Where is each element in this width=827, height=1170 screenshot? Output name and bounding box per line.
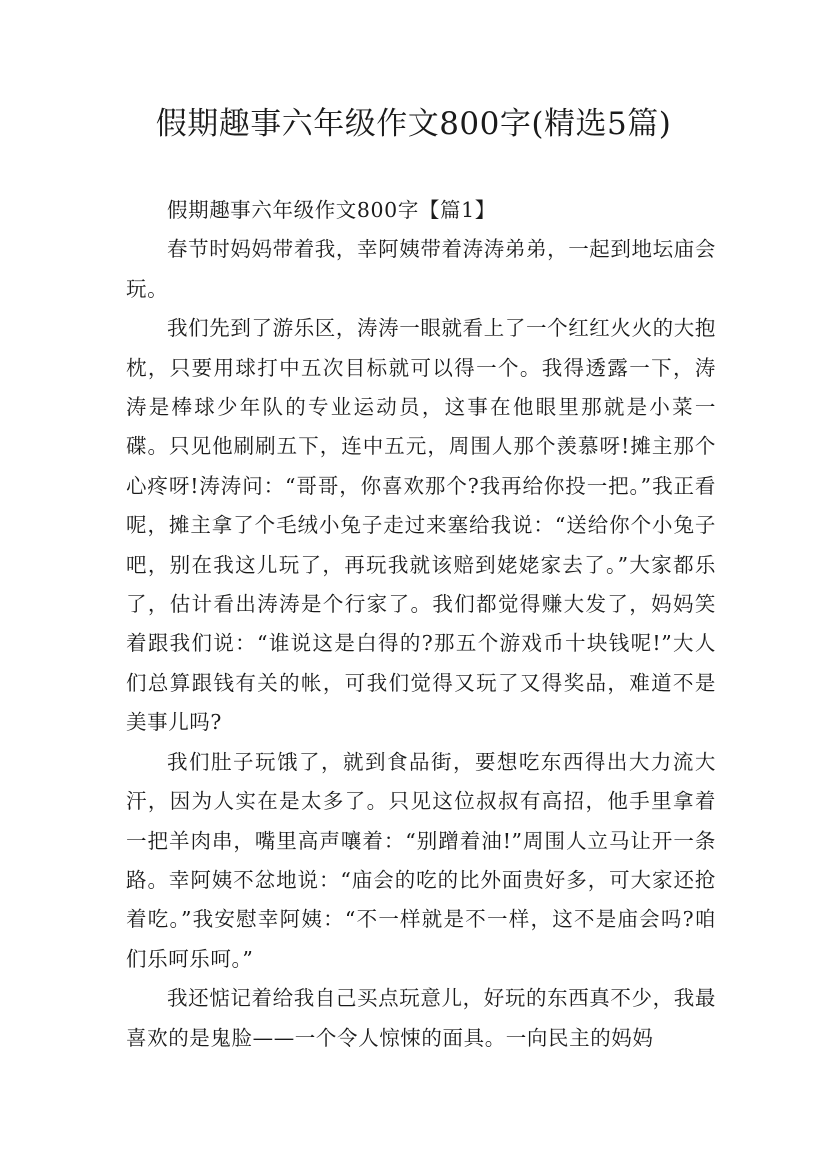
paragraph-1: 春节时妈妈带着我，幸阿姨带着涛涛弟弟，一起到地坛庙会玩。 bbox=[126, 237, 716, 301]
paragraph-2: 我们先到了游乐区，涛涛一眼就看上了一个红红火火的大抱枕，只要用球打中五次目标就可以得一个。我得透露一下，涛涛是棒球少年队的专业运动员，这事在他眼里那就是小菜一碟。只见他刷刷五下，连中五元，周围人那个羡慕呀!摊主那个心疼呀!涛涛问：“哥哥，你喜欢那个?我再给你投一把。”我正看呢，摊主拿了个毛绒小兔子走过来塞给我说：“送给你个小兔子吧，别在我这儿玩了，再玩我就该赔到姥姥家去了。”大家都乐了，估计看出涛涛是个行家了。我们都觉得赚大发了，妈妈笑着跟我们说：“谁说这是白得的?那五个游戏币十块钱呢!”大人们总算跟钱有关的帐，可我们觉得又玩了又得奖品，难道不是美事儿吗? bbox=[126, 316, 716, 735]
section-heading: 假期趣事六年级作文800字【篇1】 bbox=[167, 198, 496, 222]
document-body bbox=[126, 191, 716, 1058]
paragraph-4: 我还惦记着给我自己买点玩意儿，好玩的东西真不少，我最喜欢的是鬼脸——一个令人惊悚的面具。一向民主的妈妈 bbox=[126, 986, 716, 1050]
document-title: 假期趣事六年级作文800字(精选5篇) bbox=[155, 106, 672, 142]
paragraph-3: 我们肚子玩饿了，就到食品街，要想吃东西得出大力流大汗，因为人实在是太多了。只见这位叔叔有高招，他手里拿着一把羊肉串，嘴里高声嚷着：“别蹭着油!”周围人立马让开一条路。幸阿姨不忿地说：“庙会的吃的比外面贵好多，可大家还抢着吃。”我安慰幸阿姨：“不一样就是不一样，这不是庙会吗?咱们乐呵乐呵。” bbox=[126, 749, 716, 971]
